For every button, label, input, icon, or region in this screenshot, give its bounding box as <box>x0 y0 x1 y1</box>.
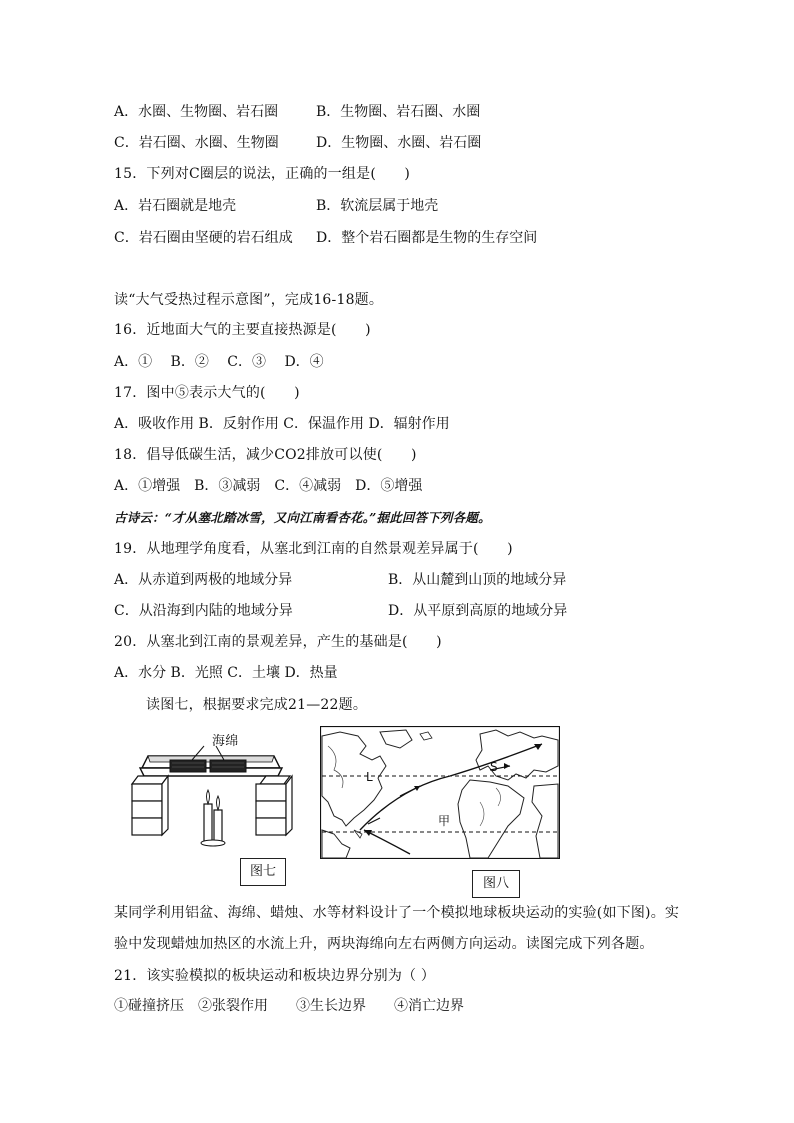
intro-21-22: 读图七，根据要求完成21—22题。 <box>146 697 368 713</box>
q20-stem: 20．从塞北到江南的景观差异，产生的基础是( ) <box>114 634 442 650</box>
figure-8-map <box>320 726 560 859</box>
q19-stem: 19．从地理学角度看，从塞北到江南的自然景观差异属于( ) <box>114 541 513 557</box>
q19-option-d: D．从平原到高原的地域分异 <box>388 603 568 619</box>
q15-option-c: C．岩石圈由坚硬的岩石组成 <box>114 230 293 246</box>
q15-option-a: A．岩石圈就是地壳 <box>114 198 237 214</box>
figure-7-caption: 图七 <box>240 858 286 886</box>
q19-option-b: B．从山麓到山顶的地域分异 <box>388 572 567 588</box>
figure-8-label-jia: 甲 <box>438 814 451 828</box>
experiment-line-1: 某同学利用铝盆、海绵、蜡烛、水等材料设计了一个模拟地球板块运动的实验(如下图)。实 <box>114 905 680 921</box>
q16-stem: 16．近地面大气的主要直接热源是( ) <box>114 322 371 338</box>
q16-options: A．① B．② C．③ D．④ <box>114 354 324 370</box>
q19-option-a: A．从赤道到两极的地域分异 <box>114 572 293 588</box>
q18-stem: 18．倡导低碳生活，减少CO2排放可以使( ) <box>114 447 417 463</box>
q14-option-d: D．生物圈、水圈、岩石圈 <box>316 135 482 151</box>
q15-option-d: D．整个岩石圈都是生物的生存空间 <box>316 230 538 246</box>
q17-options: A．吸收作用 B．反射作用 C．保温作用 D．辐射作用 <box>114 416 450 432</box>
figure-8-label-L: L <box>366 770 373 784</box>
figure-8-label-S: S <box>490 760 498 774</box>
q15-option-b: B．软流层属于地壳 <box>316 198 439 214</box>
q17-stem: 17．图中⑤表示大气的( ) <box>114 385 300 401</box>
q15-stem: 15．下列对C圈层的说法，正确的一组是( ) <box>114 166 411 182</box>
poem-intro: 古诗云：“才从塞北踏冰雪，又向江南看杏花。”据此回答下列各题。 <box>114 510 491 525</box>
intro-16-18: 读“大气受热过程示意图”，完成16-18题。 <box>114 292 384 308</box>
q21-stem: 21．该实验模拟的板块运动和板块边界分别为（ ） <box>114 968 436 984</box>
q14-option-a: A．水圈、生物圈、岩石圈 <box>114 104 279 120</box>
q21-options: ①碰撞挤压 ②张裂作用 ③生长边界 ④消亡边界 <box>114 998 464 1014</box>
q19-option-c: C．从沿海到内陆的地域分异 <box>114 603 293 619</box>
experiment-line-2: 验中发现蜡烛加热区的水流上升，两块海绵向左右两侧方向运动。读图完成下列各题。 <box>114 936 654 952</box>
figure-8-caption: 图八 <box>472 870 520 898</box>
figure-7-sponge-label: 海绵 <box>212 734 239 749</box>
q20-options: A．水分 B．光照 C．土壤 D．热量 <box>114 665 338 681</box>
q14-option-c: C．岩石圈、水圈、生物圈 <box>114 135 279 151</box>
q14-option-b: B．生物圈、岩石圈、水圈 <box>316 104 481 120</box>
q18-options: A．①增强 B．③减弱 C．④减弱 D．⑤增强 <box>114 478 423 494</box>
